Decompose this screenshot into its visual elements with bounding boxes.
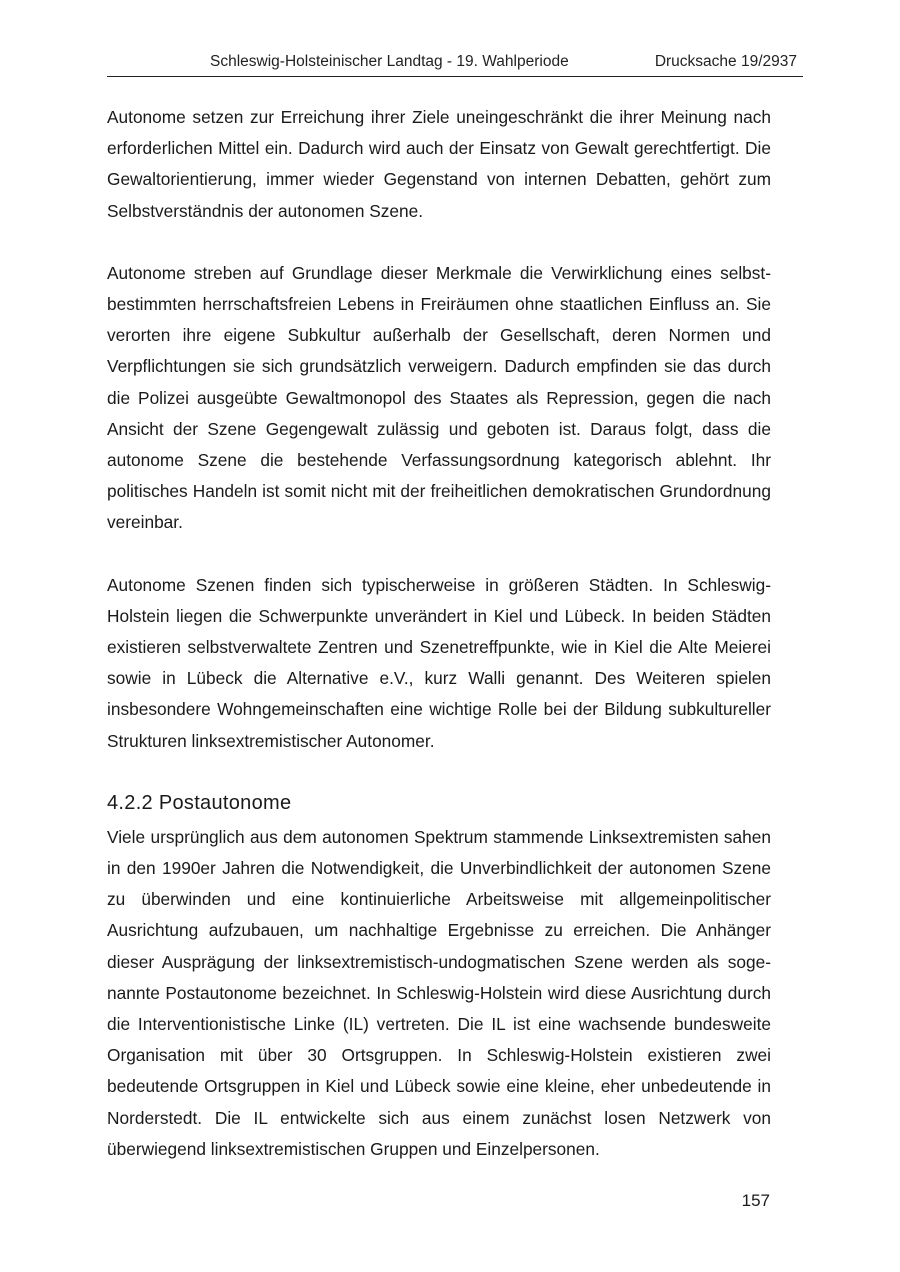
header-document-number: Drucksache 19/2937 [654,53,797,70]
paragraph-2: Autonome streben auf Grundlage dieser Merkmale die Verwirklichung eines selbstbestimmten herrschaftsfreien Lebens in Freiräumen ohne staatlichen Einfluss an. Sie verorten ihre eigene Subkultur außerhalb der Gesellschaft, deren Normen und Verpflichtungen sie sich grundsätzlich verweigern. Dadurch empfinden sie das durch die Polizei ausgeübte Gewaltmonopol des Staates als Repression, gegen die nach Ansicht der Szene Gegengewalt zulässig und geboten ist. Daraus folgt, dass die autonome Szene die bestehende Verfassungsordnung kategorisch ablehnt. Ihr politisches Handeln ist somit nicht mit der freiheitlichen demokratischen Grundordnung vereinbar. [107,262,771,533]
page-number: 157 [741,1191,770,1210]
paragraph-1: Autonome setzen zur Erreichung ihrer Ziele uneingeschränkt die ihrer Meinung nach erforderlichen Mittel ein. Dadurch wird auch der Einsatz von Gewalt gerechtfertigt. Die Gewaltorientierung, immer wieder Gegenstand von internen Debatten, gehört zum Selbstverständnis der autonomen Szene. [107,107,771,221]
paragraph-3: Autonome Szenen finden sich typischerweise in größeren Städten. In Schleswig-Holstein liegen die Schwerpunkte unverändert in Kiel und Lübeck. In beiden Städten existieren selbstverwaltete Zentren und Szenetreffpunkte, wie in Kiel die Alte Meierei sowie in Lübeck die Alternative e.V., kurz Walli genannt. Des Weiteren spielen insbesondere Wohngemeinschaften eine wichtige Rolle bei der Bildung subkultureller Strukturen linksextremistischer Autonomer. [107,574,771,751]
header-title: Schleswig-Holsteinischer Landtag - 19. Wahlperiode [210,53,569,70]
section-heading: 4.2.2 Postautonome [107,791,292,814]
page-header [107,52,803,77]
document-body [107,102,771,1165]
section-paragraph: Viele ursprünglich aus dem autonomen Spektrum stammende Linksextremisten sahen in den 1990er Jahren die Notwendigkeit, die Unverbindlichkeit der autonomen Szene zu überwinden und eine kontinuierliche Arbeitsweise mit allgemeinpolitischer Ausrichtung aufzubauen, um nachhaltige Ergebnisse zu erreichen. Die Anhänger dieser Ausprägung der linksextremistisch-undogmatischen Szene werden als sogenannte Postautonome bezeichnet. In Schleswig-Holstein wird diese Ausrichtung durch die Interventionistische Linke (IL) vertreten. Die IL ist eine wachsende bundesweite Organisation mit über 30 Ortsgruppen. In Schleswig-Holstein existieren zwei bedeutende Ortsgruppen in Kiel und Lübeck sowie eine kleine, eher unbedeutende in Norderstedt. Die IL entwickelte sich aus einem zunächst losen Netzwerk von überwiegend linksextremistischen Gruppen und Einzelpersonen. [107,826,771,1159]
